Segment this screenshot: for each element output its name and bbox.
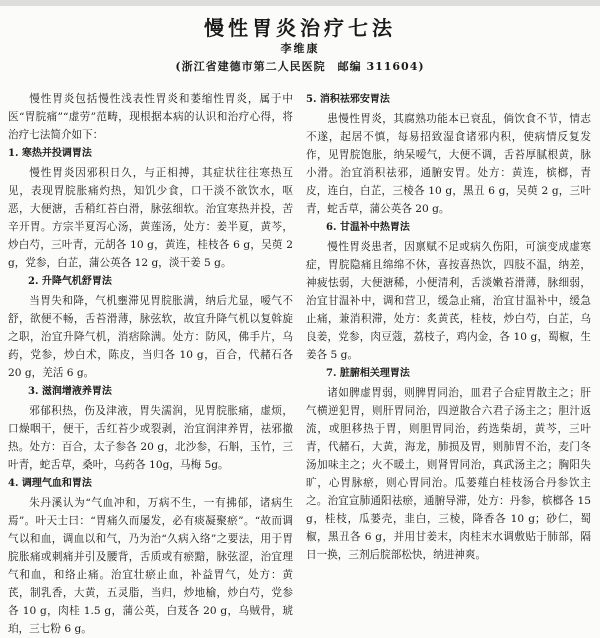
section-heading-7: 7. 脏腑相关理胃法 xyxy=(326,368,410,379)
section-text-3: 邪郁积热，伤及津液，胃失濡润，见胃脘胀痛，虚烦，口燥咽干，便干，舌红苔少或裂剥，治宜润津养胃，祛邪撤热。处方：百合，太子参各 20 g，北沙参，石斛，玉竹，三叶青，蛇舌草，桑叶，乌药各 10g，马梅 5g。 xyxy=(8,405,293,471)
section-text-4: 朱丹溪认为“气血冲和，万病不生，一有拂郁，诸病生焉”。叶天士曰：“胃痛久而屡发，必有痰凝聚瘀”。“故而调气以和血，调血以和气，乃为治“久病入络”之要法，用于胃脘胀痛或刺痛并引及腰背，舌质或有瘀黯，脉弦涩，治宜理气和血，和络止痛。治宜壮瘀止血，补益胃气，处方：黄芪，制乳香，大黄，五灵脂，当归，炒地榆，炒白芍，党参各 10 g，肉桂 1.5 g，蒲公英，白芨各 20 g，乌贼骨，琥珀，三七粉 6 g。 xyxy=(8,497,293,635)
affiliation: (浙江省建德市第二人民医院 邮编 311604) xyxy=(175,60,425,73)
section-text-7: 诸如脾虚胃弱，则脾胃同治，皿君子合症胃散主之；肝气横逆犯胃，则肝胃同治，四逆散合六君子汤主之；胆汁返流，或胆移热于胃，则胆胃同治，药选柴胡，黄芩，三叶青，代赭石，大黄，海龙，肺损及胃，则肺胃不治，麦门冬汤加味主之；火不暖土，则肾胃同治，真武汤主之；胸阳失旷，心胃脉瘀，则心胃同治。瓜蒌薤白桂枝汤合丹参饮主之。治宜宣肺通阳祛瘀，通腑导滞，处方：丹参，槟榔各 15 g，桂枝，瓜蒌壳，韭白，三棱，降香各 10 g；砂仁，蜀椒，黑丑各 6 g，并用甘姜末，肉桂末水调敷贴于肺部，隔日一换，三剂后脘部松快，纳进神爽。 xyxy=(306,387,591,561)
right-column xyxy=(306,90,591,564)
author: 李维康 xyxy=(280,42,320,55)
section-text-5: 患慢性胃炎，其腐熟功能本已衰乱，倘饮食不节，情志不遂，起居不慎，每易招致湿食诸邪内积，使病情反复发作，见胃脘饱胀，纳呆嗳气，大便不调，舌苔厚腻根黄，脉小滑。治宜消积祛邪，通腑安胃。处方：黄连，槟榔，青皮，连白，白芷，三棱各 10 g，黑丑 6 g，吴萸 2 g，三叶青，蛇舌草，蒲公英各 20 g。 xyxy=(306,113,591,215)
section-heading-6: 6. 甘温补中热胃法 xyxy=(326,222,410,233)
section-text-6: 慢性胃炎患者，因禀赋不足或病久伤阳，可演变成虚寒症，胃脘隐痛且绵绵不休，喜按喜热饮，四肢不温，纳差，神疲怯弱，大便溏稀，小便清利，舌淡嫩苔滑薄，脉细弱，治宜甘温补中，调和营卫，缓急止痛，治宜甘温补中，缓急止痛，兼消积滞，处方：炙黄芪，桂枝，炒白芍，白芷，乌良姜，党参，肉豆蔻，荔枝子，鸡内金，各 10 g，蜀椒，生姜各 5 g。 xyxy=(306,241,591,361)
section-heading-2: 2. 升降气机舒胃法 xyxy=(28,276,112,287)
section-text-1: 慢性胃炎因邪积日久，与正相搏，其症状往往寒热互见，表现胃脘胀痛灼热，知饥少食，口干淡不欲饮水，呕恶，大便溏，舌稍红苔白滑，脉弦细软。治宜寒热并投，苦辛开胃。方宗半夏泻心汤，黄莲汤，处方：姜半夏，黄芩，炒白芍，三叶青，元胡各 10 g，黄连，桂枝各 6 g，吴萸 2 g，党参，白芷，蒲公英各 12 g，淡干姜 5 g。 xyxy=(8,167,293,269)
section-heading-5: 5. 消积祛邪安胃法 xyxy=(306,94,390,105)
left-column xyxy=(8,90,293,638)
top-rule xyxy=(0,0,600,6)
section-text-2: 当胃失和降，气机壅滞见胃脘胀满，纳后尤显，嗳气不舒，欲便不畅，舌苔滑薄，脉弦软，故宜升降气机以复斡旋之职，治宜升降气机，消痞除满。处方：防风，佛手片，乌药，党参，炒白术，陈皮，当归各 10 g，百合，代赭石各 20 g，羌活 6 g。 xyxy=(8,295,293,379)
intro-paragraph: 慢性胃炎包括慢性浅表性胃炎和萎缩性胃炎，属于中医“胃脘痛”“虚劳”范畴，现根据本病的认识和治疗心得，将治疗七法简介如下： xyxy=(8,93,293,141)
section-heading-1: 1. 寒热并投调胃法 xyxy=(8,148,92,159)
section-heading-3: 3. 滋润增液养胃法 xyxy=(28,386,112,397)
article-title: 慢性胃炎治疗七法 xyxy=(204,16,396,40)
section-heading-4: 4. 调理气血和胃法 xyxy=(8,478,92,489)
